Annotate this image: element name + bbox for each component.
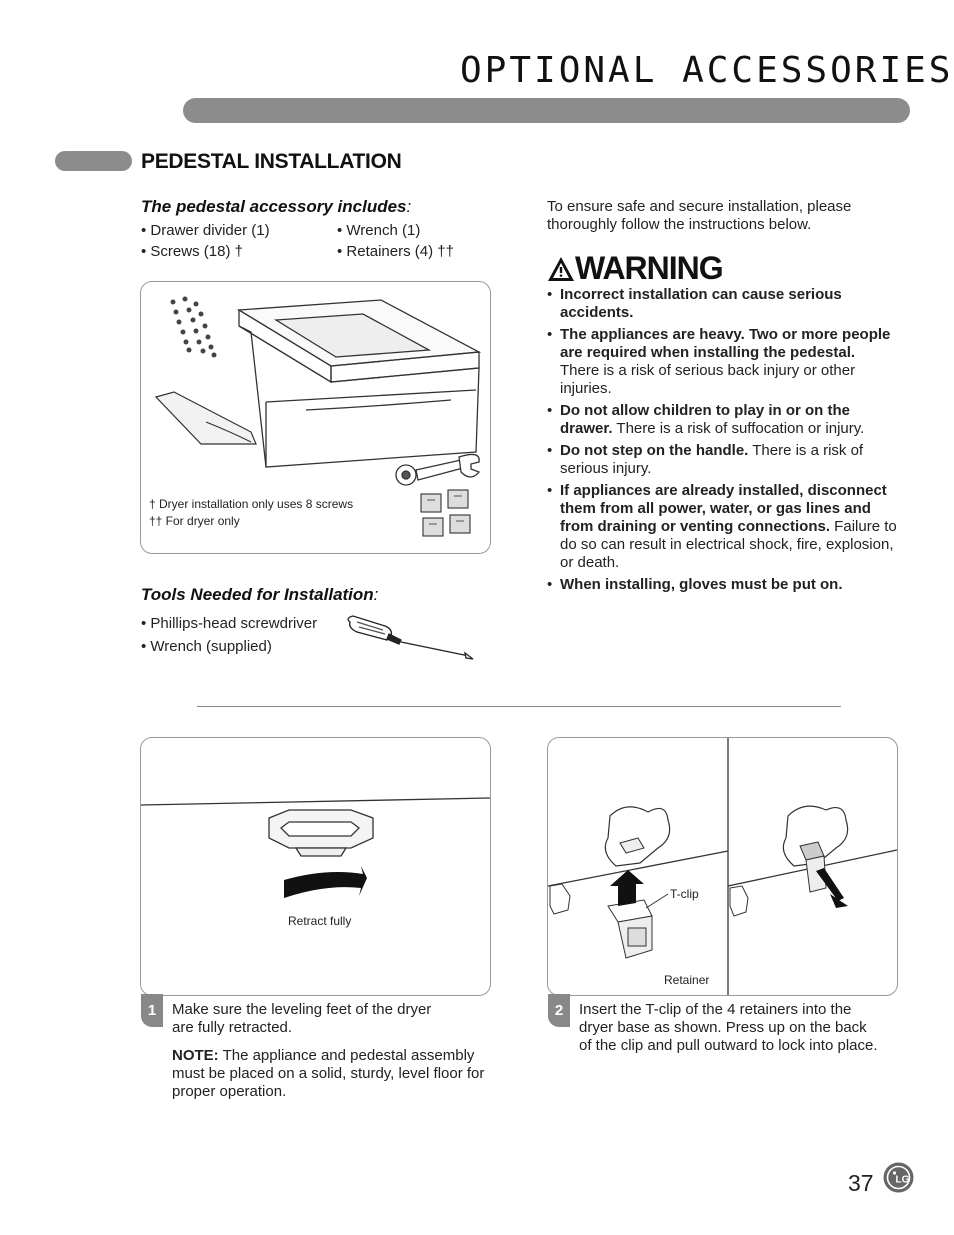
section-divider xyxy=(197,706,841,707)
warning-item-rest: There is a risk of serious injury. xyxy=(560,442,864,477)
step-note xyxy=(172,1047,492,1101)
includes-heading-text: The pedestal accessory includes xyxy=(141,197,407,216)
pedestal-accessories-figure xyxy=(140,281,491,554)
page-number: 37 xyxy=(848,1170,874,1196)
includes-item: • Retainers (4) †† xyxy=(337,243,454,260)
warning-triangle-icon xyxy=(547,256,575,282)
warning-item: • The appliances are heavy. Two or more people are required when installing the pedestal. There is a risk of serious back injury or other injuries. xyxy=(547,326,891,397)
includes-item: • Screws (18) † xyxy=(141,243,243,260)
drawer-divider-illustration xyxy=(156,392,256,444)
page-title: OPTIONAL ACCESSORIES xyxy=(460,50,954,91)
t-clip-label: T-clip xyxy=(670,887,699,901)
step-text: Insert the T-clip of the 4 retainers into the dryer base as shown. Press up on the back of the clip and pull outward to lock into place. xyxy=(579,1001,878,1054)
step1-figure xyxy=(140,737,491,996)
step2-figure xyxy=(547,737,898,996)
warning-item-bold: The appliances are heavy. Two or more people are required when installing the pedestal. xyxy=(560,326,891,361)
warning-item: • When installing, gloves must be put on. xyxy=(547,576,843,593)
intro-text: To ensure safe and secure installation, please thoroughly follow the instructions below. xyxy=(547,198,852,233)
retainer-label: Retainer xyxy=(664,973,710,987)
tools-heading-colon: : xyxy=(373,585,379,604)
retainers-illustration xyxy=(421,490,470,536)
warning-item-bold: Do not allow children to play in or on the drawer. xyxy=(560,402,851,437)
screwdriver-illustration xyxy=(345,612,475,662)
warning-title: WARNING xyxy=(575,250,723,286)
includes-item: • Wrench (1) xyxy=(337,222,421,239)
warning-heading xyxy=(547,250,723,287)
warning-item: • If appliances are already installed, disconnect them from all power, water, or gas lines and from draining or venting connections. Failure to do so can result in electrical shock, fire, explosion, or death. xyxy=(547,482,897,571)
note-text: The appliance and pedestal assembly must be placed on a solid, sturdy, level floor for proper operation. xyxy=(172,1047,485,1100)
warning-item-bold: If appliances are already installed, disconnect them from all power, water, or gas lines and from draining or venting connections. xyxy=(560,482,887,535)
screws-illustration xyxy=(171,297,217,358)
logo-text: LG xyxy=(895,1174,910,1186)
title-bar xyxy=(183,98,910,123)
includes-item: • Drawer divider (1) xyxy=(141,222,270,239)
tools-item: • Phillips-head screwdriver xyxy=(141,615,318,632)
section-pill xyxy=(55,151,132,171)
includes-heading-colon: : xyxy=(406,197,412,216)
note-label: NOTE: xyxy=(172,1047,219,1064)
retainer-installation-illustration xyxy=(548,738,897,995)
step-text: Make sure the leveling feet of the dryer are fully retracted. xyxy=(172,1001,432,1036)
retract-label: Retract fully xyxy=(288,914,352,928)
includes-heading xyxy=(141,197,411,217)
tools-item: • Wrench (supplied) xyxy=(141,638,272,655)
warning-item-rest: There is a risk of serious back injury or other injuries. xyxy=(560,362,856,397)
step-number: 2 xyxy=(548,994,570,1027)
warning-item: • Incorrect installation can cause serious accidents. xyxy=(547,286,842,321)
step-number: 1 xyxy=(141,994,163,1027)
warning-item-bold: Do not step on the handle. xyxy=(560,442,749,459)
warning-item: • Do not allow children to play in or on the drawer. There is a risk of suffocation or injury. xyxy=(547,402,865,437)
warning-list xyxy=(547,286,897,598)
warning-item-bold: When installing, gloves must be put on. xyxy=(560,576,843,593)
tools-heading-text: Tools Needed for Installation xyxy=(141,585,374,604)
warning-item-rest: There is a risk of suffocation or injury. xyxy=(612,420,865,437)
section-title: PEDESTAL INSTALLATION xyxy=(141,150,402,173)
tools-heading xyxy=(141,585,378,605)
lg-logo-icon xyxy=(883,1162,914,1193)
footnote: † Dryer installation only uses 8 screws xyxy=(149,497,354,511)
warning-item-bold: Incorrect installation can cause serious accidents. xyxy=(560,286,842,321)
footnote: †† For dryer only xyxy=(149,514,240,528)
warning-item: • Do not step on the handle. There is a risk of serious injury. xyxy=(547,442,864,477)
pedestal-illustration xyxy=(141,282,490,553)
warning-item-rest: Failure to do so can result in electrical shock, fire, explosion, or death. xyxy=(560,518,897,571)
wrench-illustration xyxy=(396,454,479,485)
leveling-foot-illustration xyxy=(141,738,490,995)
